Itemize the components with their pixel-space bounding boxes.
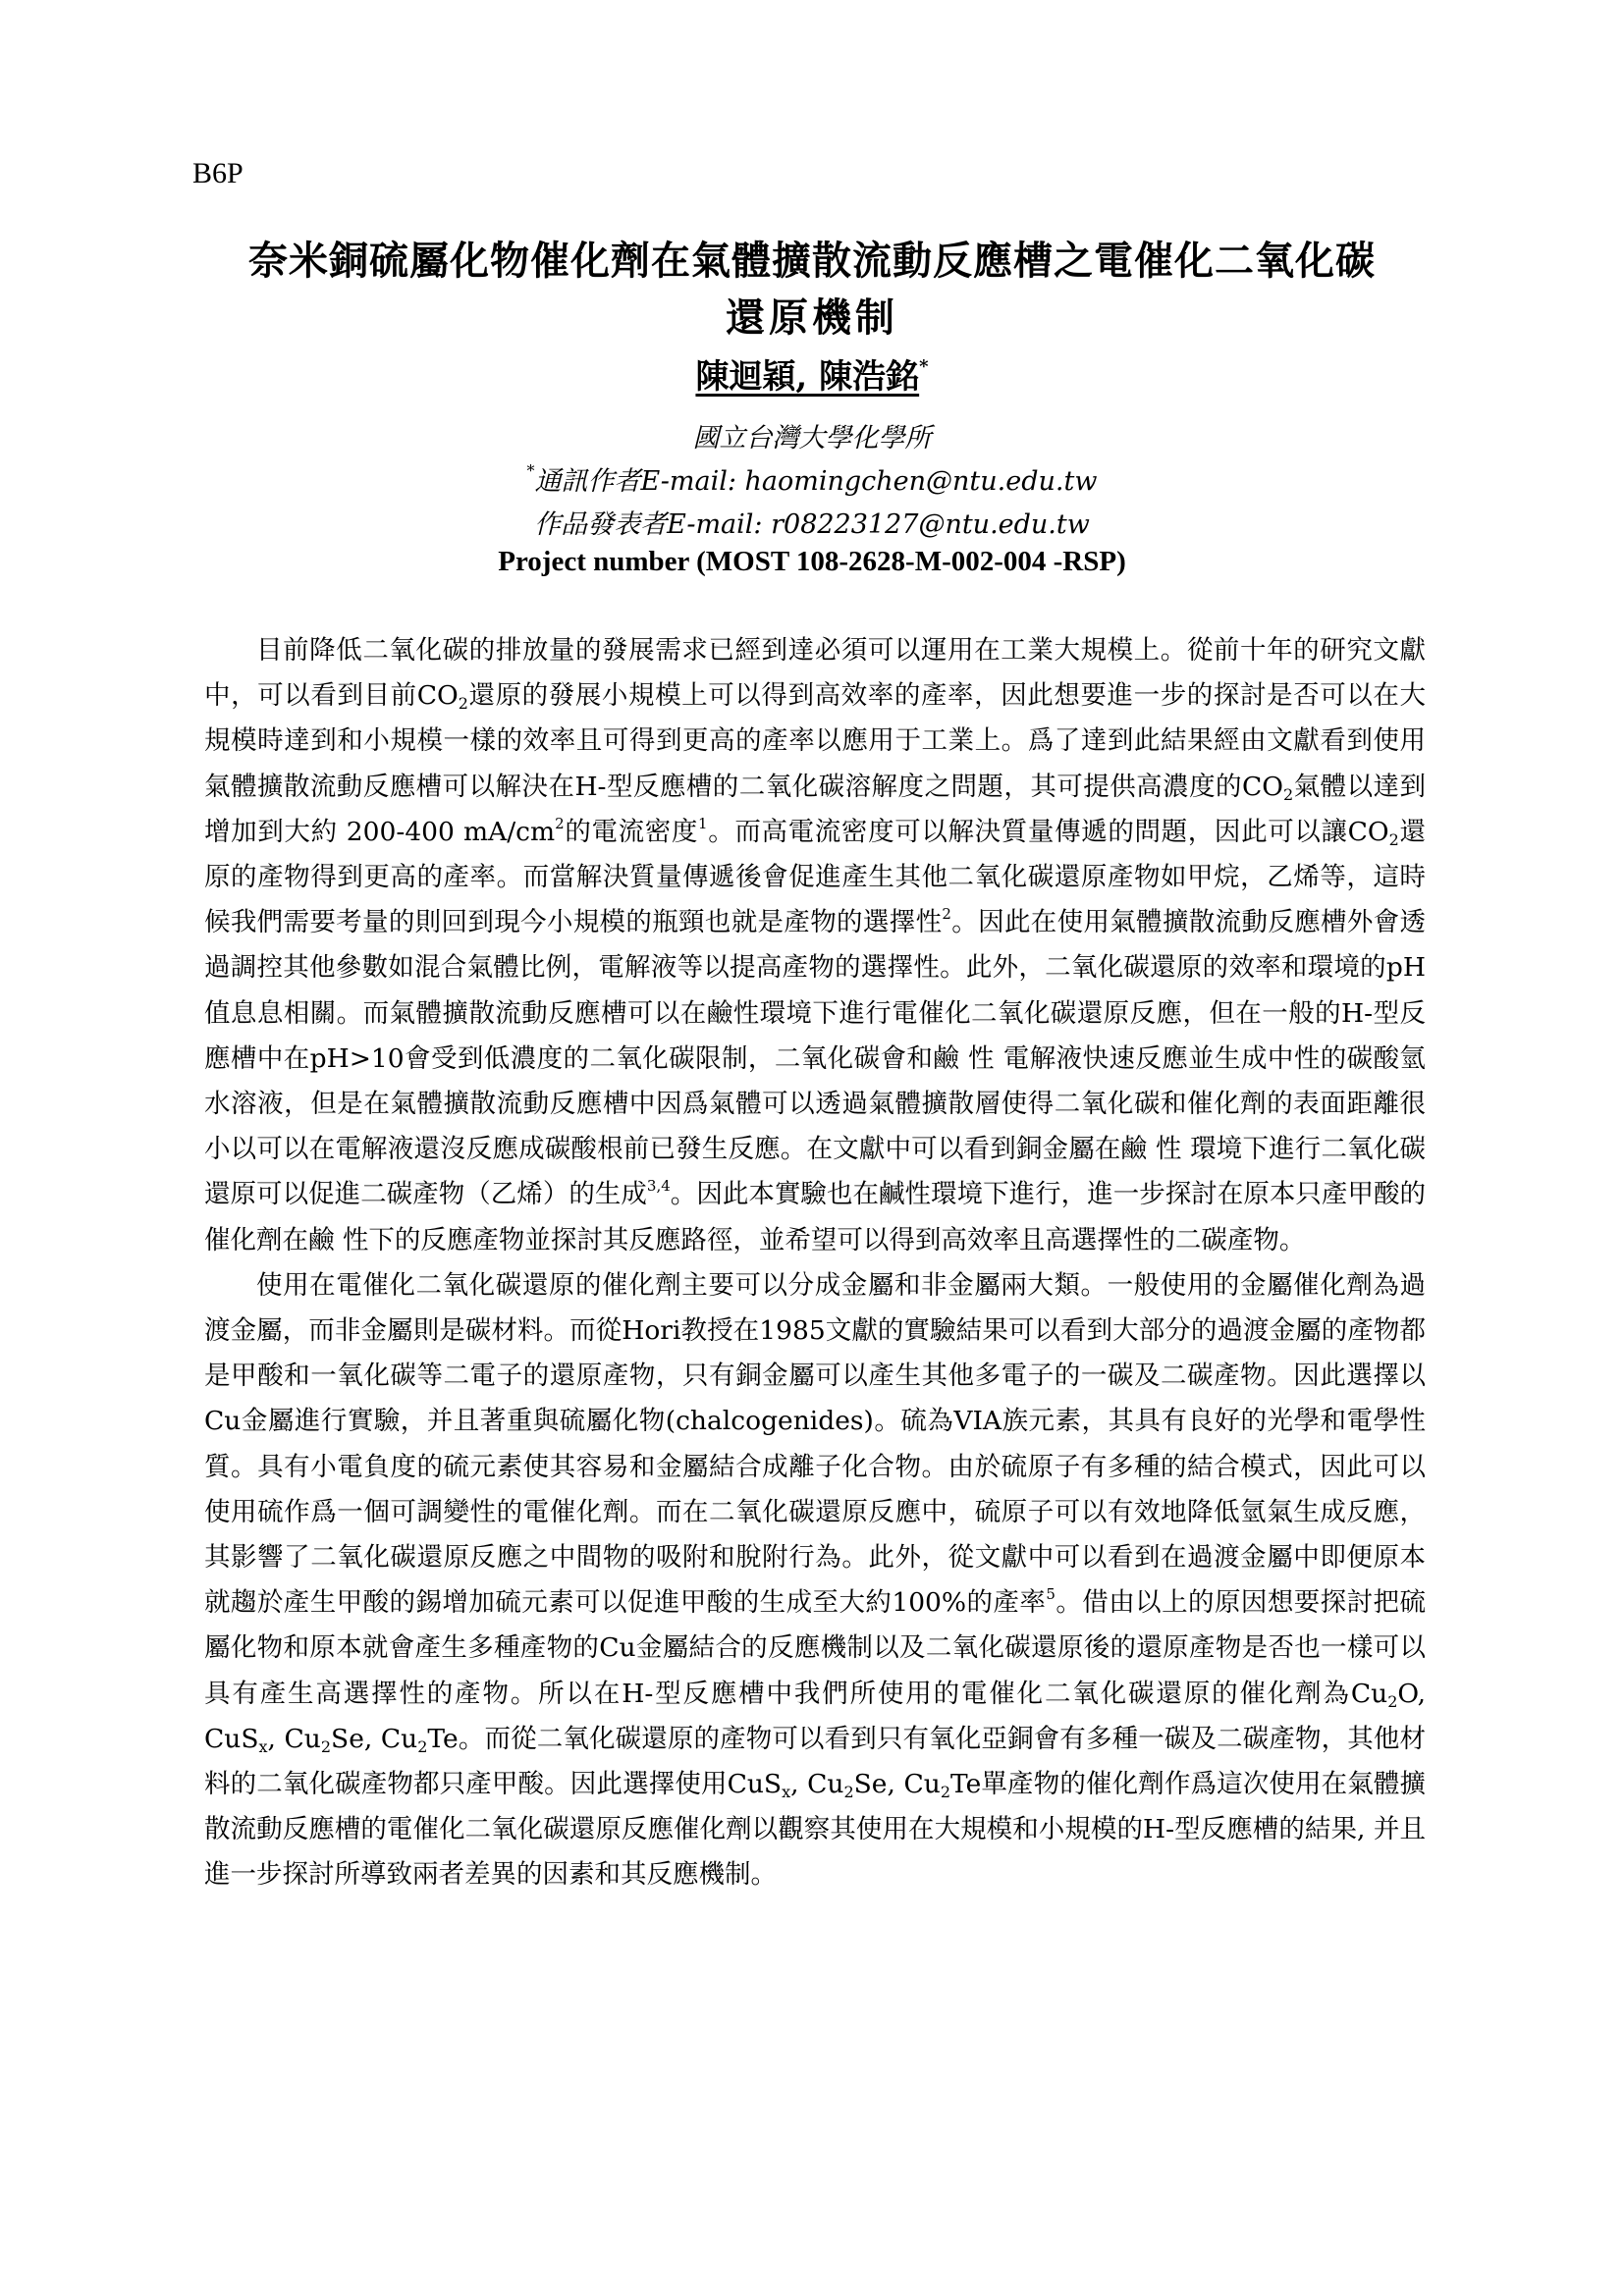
corresponding-email-text: 通訊作者E-mail: haomingchen@ntu.edu.tw (534, 466, 1098, 497)
paper-code: B6P (192, 157, 244, 189)
para2-text: Se, Cu (331, 1723, 418, 1754)
author-names: 陳迴穎, 陳浩銘 (695, 357, 920, 397)
citation: 3,4 (646, 1177, 671, 1196)
subscript: x (782, 1783, 791, 1802)
subscript: 2 (843, 1783, 854, 1802)
subscript: 2 (458, 694, 468, 714)
authors (0, 349, 1624, 398)
para1-text: 還原的產物得到更高的產率。而當解決質量傳遞後會促進產生其他二氧化碳還原產物如甲烷，乙烯等，這時候我們需要考量的則回到現今小規模的瓶頸也就是產物的選擇性 (204, 816, 1426, 938)
affiliation: 國立台灣大學化學所 (692, 423, 932, 454)
paper-title-line2: 還原機制 (726, 294, 898, 341)
superscript: 2 (555, 814, 565, 832)
para2-text: , Cu (790, 1769, 844, 1800)
para1-text: 的電流密度 (564, 816, 699, 847)
para1-text: 。而高電流密度可以解決質量傳遞的問題，因此可以讓CO (707, 816, 1389, 847)
para2-text: Te。而從二氧化碳還原的產物可以看到只有氧化亞銅會有多種一碳及二碳產物，其他材料的二氧化碳產物都只產甲酸。因此選擇使用CuS (204, 1723, 1426, 1800)
subscript: 2 (1388, 829, 1399, 849)
subscript: 2 (417, 1736, 428, 1756)
paragraph-2 (204, 1263, 1426, 1898)
subscript: 2 (320, 1736, 332, 1756)
para2-text: O, CuS (204, 1678, 1426, 1754)
corresponding-author-mark: * (919, 356, 929, 377)
project-number: Project number (MOST 108-2628-M-002-004 -RSP) (498, 546, 1126, 577)
para2-text: 。借由以上的原因想要探討把硫屬化物和原本就會產生多種產物的Cu金屬結合的反應機制以及二氧化碳還原後的還原產物是否也一樣可以具有產生高選擇性的產物。所以在H-型反應槽中我們所使用的電催化二氧化碳還原的催化劑為Cu (204, 1587, 1426, 1709)
citation: 5 (1046, 1585, 1056, 1604)
corresponding-mark: * (526, 461, 535, 480)
subscript: 2 (1283, 784, 1294, 804)
para1-text: 。因此在使用氣體擴散流動反應槽外會透過調控其他參數如混合氣體比例，電解液等以提高產物的選擇性。此外，二氧化碳還原的效率和環境的pH值息息相關。而氣體擴散流動反應槽可以在鹼性環境下進行電催化二氧化碳還原反應，但在一般的H-型反應槽中在pH>10會受到低濃度的二氧化碳限制，二氧化碳會和鹼 性 電解液快速反應並生成中性的碳酸氫水溶液，但是在氣體擴散流動反應槽中因爲氣體可以透過氣體擴散層使得二氧化碳和催化劑的表面距離很小以可以在電解液還沒反應成碳酸根前已發生反應。在文獻中可以看到銅金屬在鹼 性 環境下進行二氧化碳還原可以促進二碳產物（乙烯）的生成 (204, 907, 1426, 1210)
para1-text: 氣體以達到增加到大約 200-400 mA/cm (204, 771, 1426, 847)
subscript: 2 (940, 1783, 950, 1802)
body-text (204, 628, 1426, 1898)
para2-text: Se, Cu (853, 1769, 941, 1800)
paper-title-line1: 奈米銅硫屬化物催化劑在氣體擴散流動反應槽之電催化二氧化碳 (248, 238, 1376, 284)
para2-text: Te單產物的催化劑作爲這次使用在氣體擴散流動反應槽的電催化二氧化碳還原反應催化劑以觀察其使用在大規模和小規模的H-型反應槽的結果, 并且進一步探討所導致兩者差異的因素和其反應機制。 (204, 1769, 1427, 1891)
subscript: 2 (1387, 1691, 1398, 1711)
citation: 1 (698, 814, 708, 832)
corresponding-email (0, 459, 1624, 498)
para1-text: 還原的發展小規模上可以得到高效率的產率，因此想要進一步的探討是否可以在大規模時達到和小規模一樣的效率且可得到更高的產率以應用于工業上。爲了達到此結果經由文獻看到使用氣體擴散流動反應槽可以解決在H-型反應槽的二氧化碳溶解度之問題，其可提供高濃度的CO (204, 680, 1426, 802)
para2-text: , Cu (267, 1723, 321, 1754)
presenter-email: 作品發表者E-mail: r08223127@ntu.edu.tw (534, 509, 1090, 540)
para2-text: 使用在電催化二氧化碳還原的催化劑主要可以分成金屬和非金屬兩大類。一般使用的金屬催化劑為過渡金屬，而非金屬則是碳材料。而從Hori教授在1985文獻的實驗結果可以看到大部分的過渡金屬的產物都是甲酸和一氧化碳等二電子的還原產物，只有銅金屬可以產生其他多電子的一碳及二碳產物。因此選擇以Cu金屬進行實驗，并且著重與硫屬化物(chalcogenides)。硫為VIA族元素，其具有良好的光學和電學性質。具有小電負度的硫元素使其容易和金屬結合成離子化合物。由於硫原子有多種的結合模式，因此可以使用硫作爲一個可調變性的電催化劑。而在二氧化碳還原反應中，硫原子可以有效地降低氫氣生成反應，其影響了二氧化碳還原反應之中間物的吸附和脫附行為。此外，從文獻中可以看到在過渡金屬中即便原本就趨於產生甲酸的錫增加硫元素可以促進甲酸的生成至大約100%的產率 (204, 1269, 1426, 1619)
subscript: x (258, 1736, 268, 1756)
citation: 2 (942, 905, 951, 924)
paragraph-1 (204, 628, 1426, 1263)
para1-text: 。因此本實驗也在鹹性環境下進行，進一步探討在原本只產甲酸的催化劑在鹼 性下的反應產物並探討其反應路徑，並希望可以得到高效率且高選擇性的二碳產物。 (204, 1179, 1426, 1255)
para1-text: 目前降低二氧化碳的排放量的發展需求已經到達必須可以運用在工業大規模上。從前十年的研究文獻中，可以看到目前CO (204, 635, 1426, 712)
